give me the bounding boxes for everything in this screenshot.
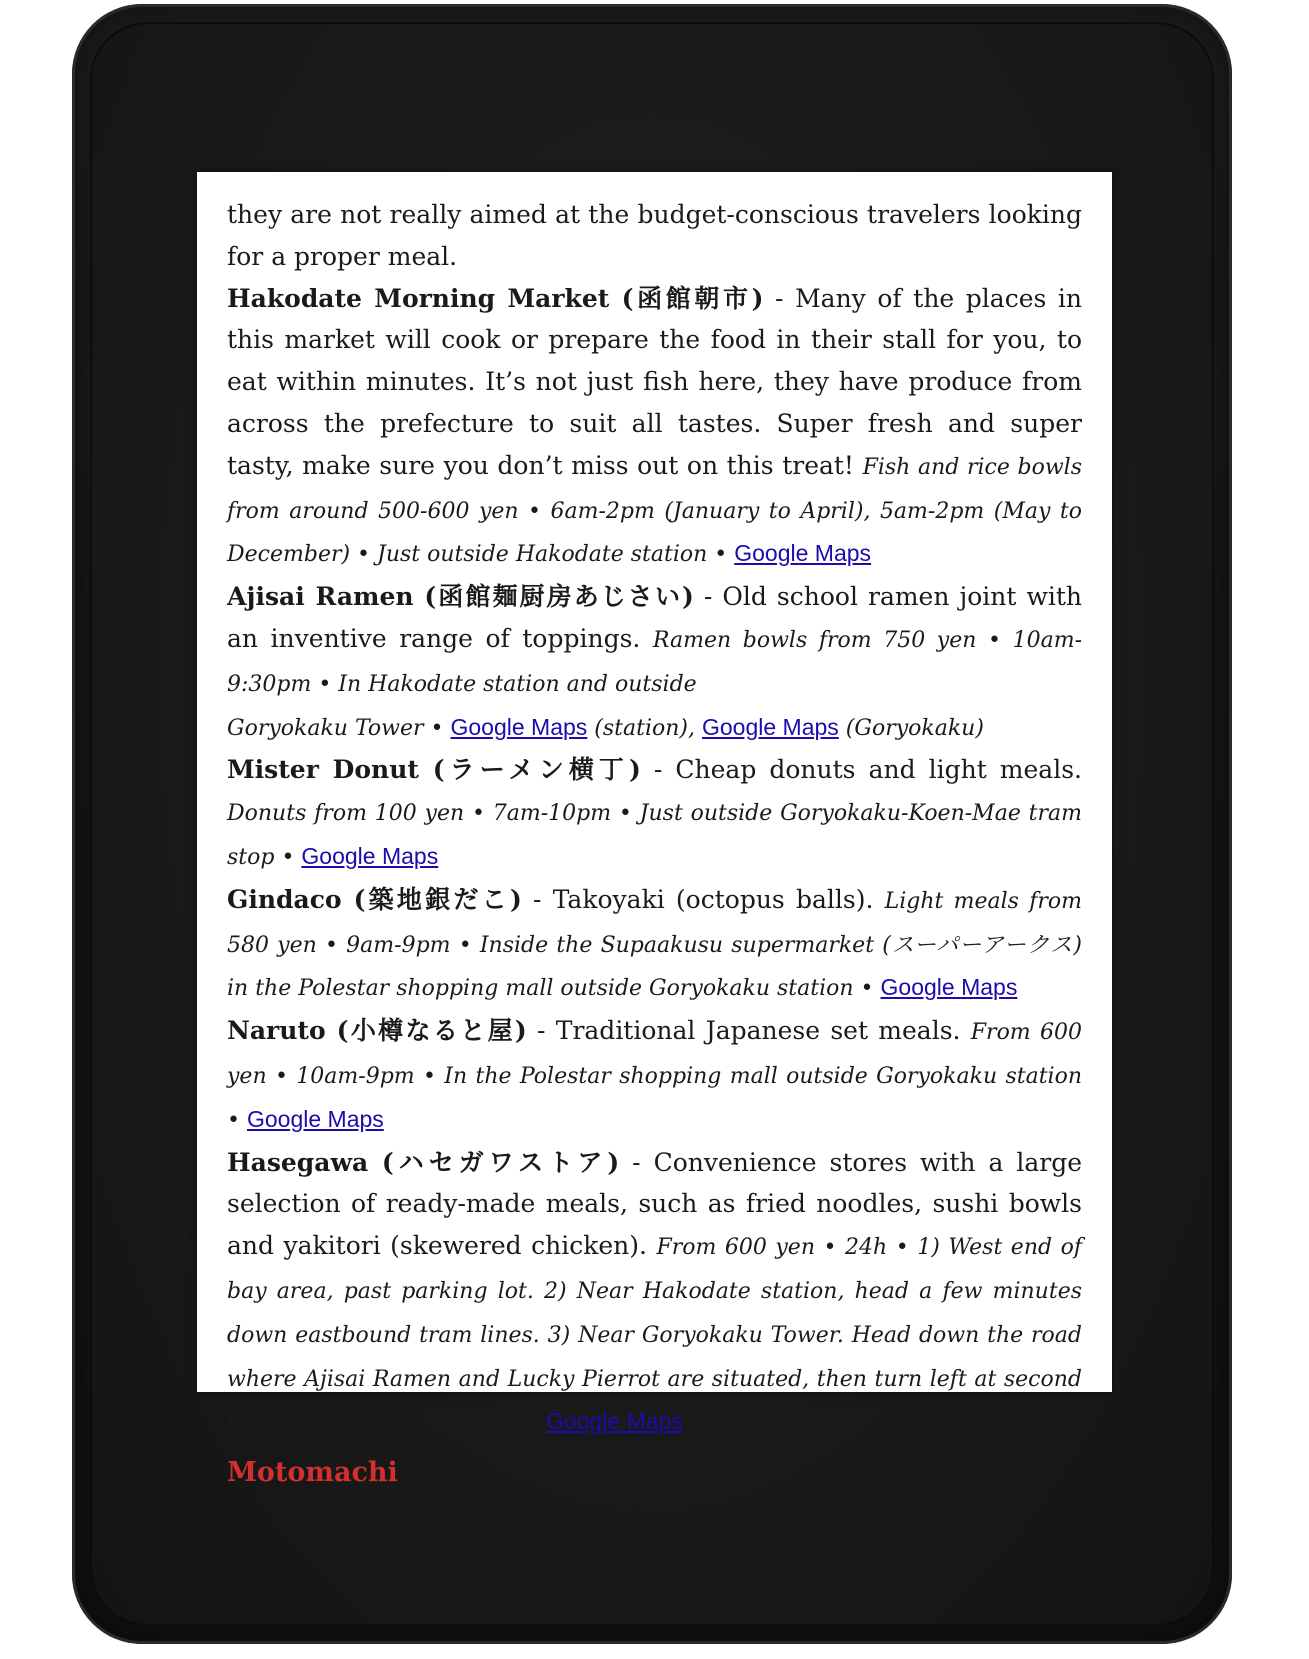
entry-details: From 600 yen • 24h • 1) West end of bay area, past parking lot. 2) Near Hakodate station, head a few minutes down eastbound tram lines. 3) Near Goryokaku Tower. Head down the road where Ajisai Ramen and Lucky Pierrot are situated, then turn left at second block and walk down a bit • — [227, 1235, 1082, 1436]
section-heading: Motomachi — [227, 1457, 398, 1489]
entry-mister-donut — [227, 749, 1082, 878]
google-maps-link[interactable]: Google Maps — [546, 1408, 683, 1435]
entry-description: - Old school ramen joint with an inventive range of toppings. — [227, 582, 1082, 653]
google-maps-link[interactable]: Google Maps — [734, 540, 872, 567]
entry-details: From 600 yen • 10am-9pm • In the Polestar shopping mall outside Goryokaku station • — [227, 1020, 1082, 1133]
google-maps-link[interactable]: Google Maps — [880, 974, 1018, 1001]
entry-name: Ajisai Ramen (函館麺厨房あじさい) — [227, 582, 694, 612]
entry-name: Naruto (小樽なると屋) — [227, 1016, 527, 1046]
entry-naruto — [227, 1010, 1082, 1141]
entry-description: - Takoyaki (octopus balls). — [521, 884, 885, 914]
book-page — [227, 194, 1082, 1494]
link-suffix-station: (station), — [587, 715, 702, 741]
intro-text: they are not really aimed at the budget-conscious travelers looking for a proper meal. — [227, 200, 1082, 271]
google-maps-link-station[interactable]: Google Maps — [450, 713, 588, 740]
entry-name: Gindaco (築地銀だこ) — [227, 884, 522, 914]
entry-description: - Cheap donuts and light meals. — [640, 755, 1082, 785]
entry-details: Ramen bowls from 750 yen • 10am-9:30pm • In Hakodate station and outside — [227, 627, 1082, 697]
entry-name: Mister Donut (ラーメン横丁) — [227, 755, 641, 785]
entry-gindaco — [227, 879, 1082, 1010]
entry-hasegawa — [227, 1142, 1082, 1445]
google-maps-link[interactable]: Google Maps — [301, 842, 439, 869]
link-suffix-goryokaku: (Goryokaku) — [838, 715, 984, 741]
entry-details: Fish and rice bowls from around 500-600 yen • 6am-2pm (January to April), 5am-2pm (May to December) • Just outside Hakodate station • — [227, 454, 1082, 568]
intro-paragraph — [227, 194, 1082, 278]
entry-description: - Traditional Japanese set meals. — [526, 1016, 971, 1046]
entry-description: - Convenience stores with a large selection of ready-made meals, such as fried noodles, sushi bowls and yakitori (skewered chicken). — [227, 1147, 1083, 1261]
entry-hakodate-morning-market — [227, 278, 1082, 577]
google-maps-link[interactable]: Google Maps — [246, 1105, 384, 1132]
entry-name: Hakodate Morning Market (函館朝市) — [227, 283, 764, 313]
entry-description: - Many of the places in this market will cook or prepare the food in their stall for you, to eat within minutes. It’s not just fish here, they have produce from across the prefecture to suit all tastes. Super fresh and super tasty, make sure you don’t miss out on this treat! — [227, 283, 1083, 480]
entry-name: Hasegawa (ハセガワストア) — [227, 1147, 620, 1177]
ereader-screen[interactable] — [197, 172, 1112, 1489]
entry-details: Donuts from 100 yen • 7am-10pm • Just outside Goryokaku-Koen-Mae tram stop • — [227, 801, 1082, 870]
google-maps-link-goryokaku[interactable]: Google Maps — [702, 713, 839, 740]
entry-details: Light meals from 580 yen • 9am-9pm • Inside the Supaakusu supermarket (スーパーアークス) in the Polestar shopping mall outside Goryokaku station • — [227, 888, 1082, 1002]
entry-details-continued: Goryokaku Tower • — [227, 715, 451, 741]
entry-ajisai-ramen — [227, 576, 1082, 749]
